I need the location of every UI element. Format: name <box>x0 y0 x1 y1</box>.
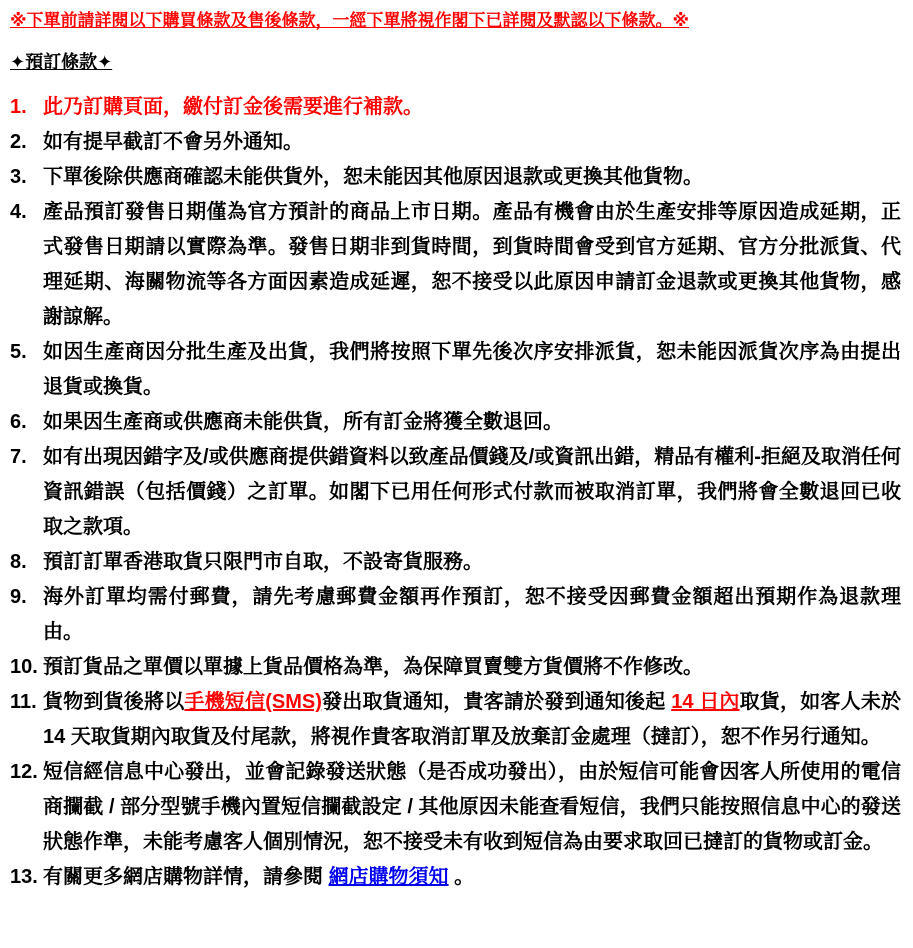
term-text <box>43 650 901 685</box>
term-text <box>43 860 901 895</box>
terms-list <box>10 90 901 895</box>
term-text <box>43 335 901 405</box>
term-segment: 短信經信息中心發出，並會記錄發送狀態（是否成功發出），由於短信可能會因客人所使用的電信商攔截 / 部分型號手機內置短信攔截設定 / 其他原因未能查看短信，我們只能按照信息中心的發送狀態作準，未能考慮客人個別情況，恕不接受未有收到短信為由要求取回已撻訂的貨物或訂金。 <box>43 761 901 853</box>
term-item <box>10 545 901 580</box>
term-item <box>10 650 901 685</box>
term-segment: 發出取貨通知，貴客請於發到通知後起 <box>321 691 672 713</box>
term-segment: 如果因生產商或供應商未能供貨，所有訂金將獲全數退回。 <box>43 411 563 433</box>
term-text <box>43 90 901 125</box>
term-item <box>10 755 901 860</box>
term-text <box>43 440 901 545</box>
term-segment: 預訂貨品之單價以單據上貨品價格為準，為保障買賣雙方貨價將不作修改。 <box>43 656 703 678</box>
term-segment: 產品預訂發售日期僅為官方預計的商品上市日期。產品有機會由於生產安排等原因造成延期，正式發售日期請以實際為準。發售日期非到貨時間，到貨時間會受到官方延期、官方分批派貨、代理延期、海關物流等各方面因素造成延遲，恕不接受以此原因申請訂金退款或更換其他貨物，感謝諒解。 <box>43 201 901 328</box>
term-number: 3. <box>10 166 27 188</box>
section-title-row <box>10 50 901 74</box>
term-item <box>10 440 901 545</box>
term-number: 4. <box>10 201 27 223</box>
term-item <box>10 580 901 650</box>
term-segment: 如有提早截訂不會另外通知。 <box>43 131 303 153</box>
term-segment: 有關更多網店購物詳情，請參閱 <box>43 866 329 888</box>
term-segment: 取貨，如客人未於 14 天取貨期內取貨及付尾款，將視作貴客取消訂單及放棄訂金處理（撻訂），恕不作另行通知。 <box>43 691 902 748</box>
term-segment: 此乃訂購頁面，繳付訂金後需要進行補款。 <box>43 96 423 118</box>
term-item <box>10 90 901 125</box>
term-segment: 。 <box>448 866 475 888</box>
term-number: 13. <box>10 866 38 888</box>
term-text <box>43 195 901 335</box>
term-item <box>10 195 901 335</box>
term-number: 6. <box>10 411 27 433</box>
term-number: 7. <box>10 446 27 468</box>
term-text <box>43 685 901 755</box>
term-text <box>43 125 901 160</box>
shop-guide-link[interactable]: 網店購物須知 <box>328 866 449 888</box>
term-segment: 手機短信(SMS) <box>184 691 322 713</box>
term-item <box>10 160 901 195</box>
term-segment: 如因生產商因分批生產及出貨，我們將按照下單先後次序安排派貨，恕未能因派貨次序為由提出退貨或換貨。 <box>43 341 901 398</box>
term-text <box>43 755 901 860</box>
term-number: 5. <box>10 341 27 363</box>
term-text <box>43 545 901 580</box>
term-item <box>10 335 901 405</box>
term-item <box>10 685 901 755</box>
term-item <box>10 125 901 160</box>
term-text <box>43 580 901 650</box>
term-segment: 預訂訂單香港取貨只限門市自取，不設寄貨服務。 <box>43 551 483 573</box>
term-number: 12. <box>10 761 38 783</box>
purchase-notice: ※下單前請詳閱以下購買條款及售後條款，一經下單將視作閣下已詳閱及默認以下條款。※ <box>10 11 690 30</box>
term-number: 1. <box>10 96 27 118</box>
term-segment: 如有出現因錯字及/或供應商提供錯資料以致產品價錢及/或資訊出錯，精品有權利-拒絕及取消任何資訊錯誤（包括價錢）之訂單。如閣下已用任何形式付款而被取消訂單，我們將會全數退回已收取之款項。 <box>43 446 901 538</box>
term-number: 2. <box>10 131 27 153</box>
term-text <box>43 405 901 440</box>
term-segment: 下單後除供應商確認未能供貨外，恕未能因其他原因退款或更換其他貨物。 <box>43 166 703 188</box>
term-text <box>43 160 901 195</box>
term-number: 10. <box>10 656 38 678</box>
term-item <box>10 405 901 440</box>
term-item <box>10 860 901 895</box>
term-segment: 14 日內 <box>671 691 740 713</box>
term-number: 8. <box>10 551 27 573</box>
section-title: ✦預訂條款✦ <box>10 52 113 72</box>
term-number: 11. <box>10 691 37 713</box>
term-segment: 貨物到貨後將以 <box>43 691 185 713</box>
term-number: 9. <box>10 586 27 608</box>
term-segment: 海外訂單均需付郵費，請先考慮郵費金額再作預訂，恕不接受因郵費金額超出預期作為退款理由。 <box>43 586 901 643</box>
